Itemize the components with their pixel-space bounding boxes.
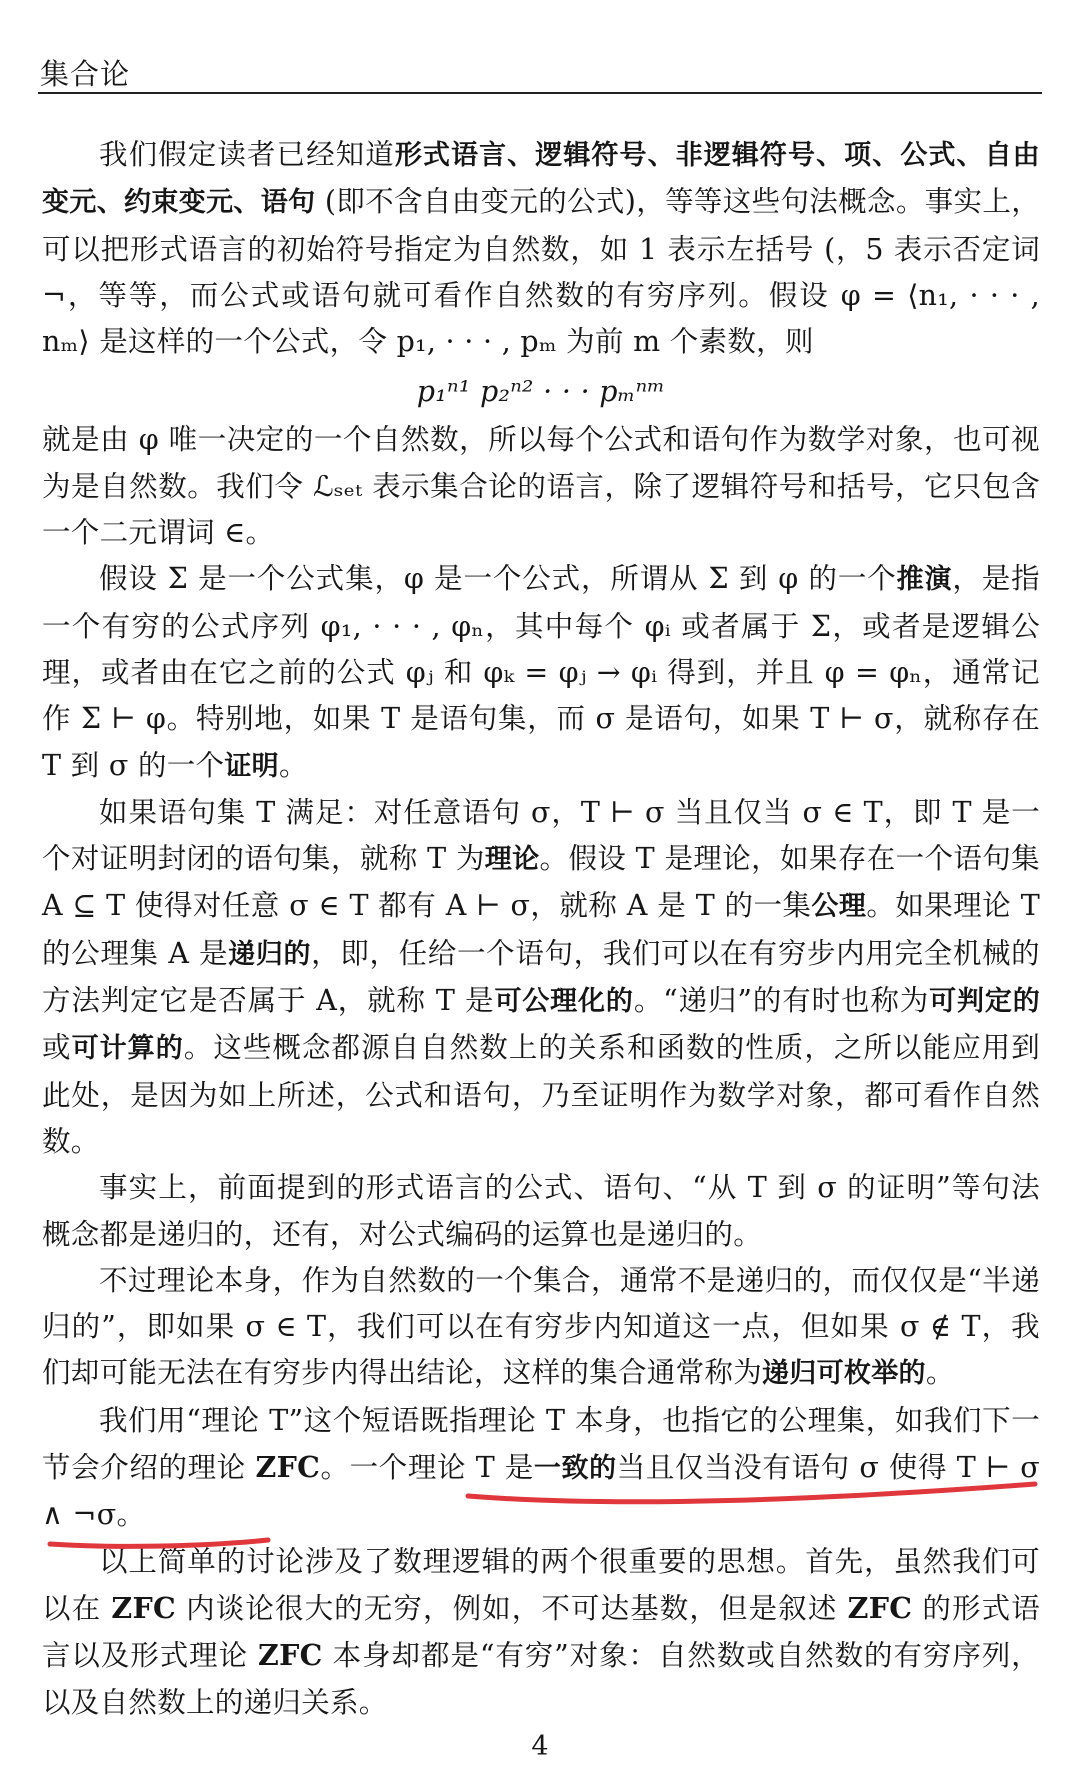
text: 以上简单的讨论涉及了数理逻辑的两个很重要的思想。首先，虽然我们可以在 bbox=[42, 1544, 1040, 1625]
term: 可判定的 bbox=[929, 986, 1041, 1018]
text: 就是由 φ 唯一决定的一个自然数，所以每个公式和语句作为数学对象，也可视为是自然数。我们令 ℒₛₑₜ 表示集合论的语言，除了逻辑符号和括号，它只包含一个二元谓词 ∈。 bbox=[42, 423, 1040, 550]
paragraph-1-continued bbox=[42, 417, 1040, 556]
text: ，即，任给一个语句，我们可以在有穷步内用完全机械的方法判定它是否属于 A，就称 T 是 bbox=[42, 936, 1040, 1018]
term: 形式语言、逻辑符号、非逻辑符号、项、公式、自由变元、约束变元、语句 bbox=[42, 140, 1040, 219]
zfc-label: ZFC bbox=[255, 1450, 321, 1485]
text: 如果语句集 T 满足：对任意语句 σ，T ⊢ σ 当且仅当 σ ∈ T，即 T 是一个对证明封闭的语句集，就称 T 为 bbox=[42, 795, 1040, 876]
text: 内谈论很大的无穷，例如，不可达基数，但是叙述 bbox=[176, 1591, 848, 1625]
display-formula: p₁ⁿ¹ p₂ⁿ² · · · pₘⁿᵐ bbox=[416, 375, 666, 409]
text: 假设 Σ 是一个公式集，φ 是一个公式，所谓从 Σ 到 φ 的一个 bbox=[99, 562, 897, 596]
text: 的形式语言以及形式理论 bbox=[42, 1591, 1040, 1673]
zfc-label: ZFC bbox=[111, 1590, 176, 1625]
text: 。这些概念都源自自然数上的关系和函数的性质，之所以能应用到此处，是因为如上所述，公式和语句，乃至证明作为数学对象，都可看作自然数。 bbox=[42, 1031, 1041, 1158]
text: ，是指一个有穷的公式序列 φ₁, · · · , φₙ，其中每个 φᵢ 或者属于 Σ，或者是逻辑公理，或者由在它之前的公式 φⱼ 和 φₖ = φⱼ → φᵢ 得到，并且 φ = φₙ，通常记作 Σ ⊢ φ。特别地，如果 T 是语句集，而 σ 是语句，如果 T ⊢ σ，就称存在 T 到 σ 的一个 bbox=[42, 562, 1040, 782]
text: 不过理论本身，作为自然数的一个集合，通常不是递归的，而仅仅是“半递归的”，即如果 σ ∈ T，我们可以在有穷步内知道这一点，但如果 σ ∉ T，我们却可能无法在有穷步内得出结论，这样的集合通常称为 bbox=[42, 1263, 1040, 1390]
term: 证明 bbox=[224, 750, 279, 782]
term: 公理 bbox=[811, 891, 867, 923]
text: 我们用“理论 T”这个短语既指理论 T 本身，也指它的公理集，如我们下一节会介绍的理论 bbox=[42, 1403, 1040, 1485]
text: 。一个理论 T 是 bbox=[320, 1451, 534, 1485]
term: 一致的 bbox=[533, 1453, 617, 1485]
page-number: 4 bbox=[531, 1731, 549, 1762]
text: 或 bbox=[42, 1031, 72, 1065]
paragraph-4 bbox=[42, 1165, 1040, 1258]
header-rule bbox=[38, 92, 1042, 94]
term: 递归可枚举的 bbox=[762, 1358, 926, 1390]
text: 。假设 T 是理论，如果存在一个语句集 A ⊆ T 使得对任意 σ ∈ T 都有 A ⊢ σ，就称 A 是 T 的一集 bbox=[42, 842, 1040, 923]
paragraph-2 bbox=[42, 556, 1040, 789]
term: 推演 bbox=[896, 564, 953, 596]
text: 。 bbox=[925, 1356, 955, 1390]
zfc-label: ZFC bbox=[258, 1638, 323, 1673]
text: 。“递归”的有时也称为 bbox=[633, 984, 930, 1018]
zfc-label: ZFC bbox=[847, 1590, 913, 1625]
text: 。如果理论 T 的公理集 A 是 bbox=[42, 889, 1041, 970]
paragraph-5 bbox=[42, 1258, 1040, 1398]
term: 可公理化的 bbox=[494, 986, 634, 1018]
paragraph-3 bbox=[42, 790, 1040, 1165]
paragraph-7 bbox=[42, 1539, 1040, 1726]
text: 本身却都是“有穷”对象：自然数或自然数的有穷序列，以及自然数上的递归关系。 bbox=[42, 1639, 1040, 1719]
term: 理论 bbox=[484, 844, 540, 876]
text: 当且仅当没有语句 σ 使得 T ⊢ σ ∧ ¬σ。 bbox=[42, 1451, 1040, 1532]
text: 事实上，前面提到的形式语言的公式、语句、“从 T 到 σ 的证明”等句法概念都是递归的，还有，对公式编码的运算也是递归的。 bbox=[42, 1171, 1040, 1251]
paragraph-6 bbox=[42, 1398, 1040, 1539]
body-text bbox=[42, 132, 1040, 1726]
term: 递归的 bbox=[228, 938, 312, 970]
text: (即不含自由变元的公式)，等等这些句法概念。事实上，可以把形式语言的初始符号指定为自然数，如 1 表示左括号 (，5 表示否定词 ¬，等等，而公式或语句就可看作自然数的有穷序列。假设 φ = ⟨n₁, · · · , nₘ⟩ 是这样的一个公式，令 p₁, · · · , pₘ 为前 m 个素数，则 bbox=[42, 185, 1041, 359]
running-header-title: 集合论 bbox=[40, 57, 131, 91]
term: 可计算的 bbox=[71, 1033, 184, 1065]
text: 我们假定读者已经知道 bbox=[99, 138, 395, 171]
paragraph-1 bbox=[42, 132, 1040, 365]
text: 。 bbox=[278, 748, 308, 782]
